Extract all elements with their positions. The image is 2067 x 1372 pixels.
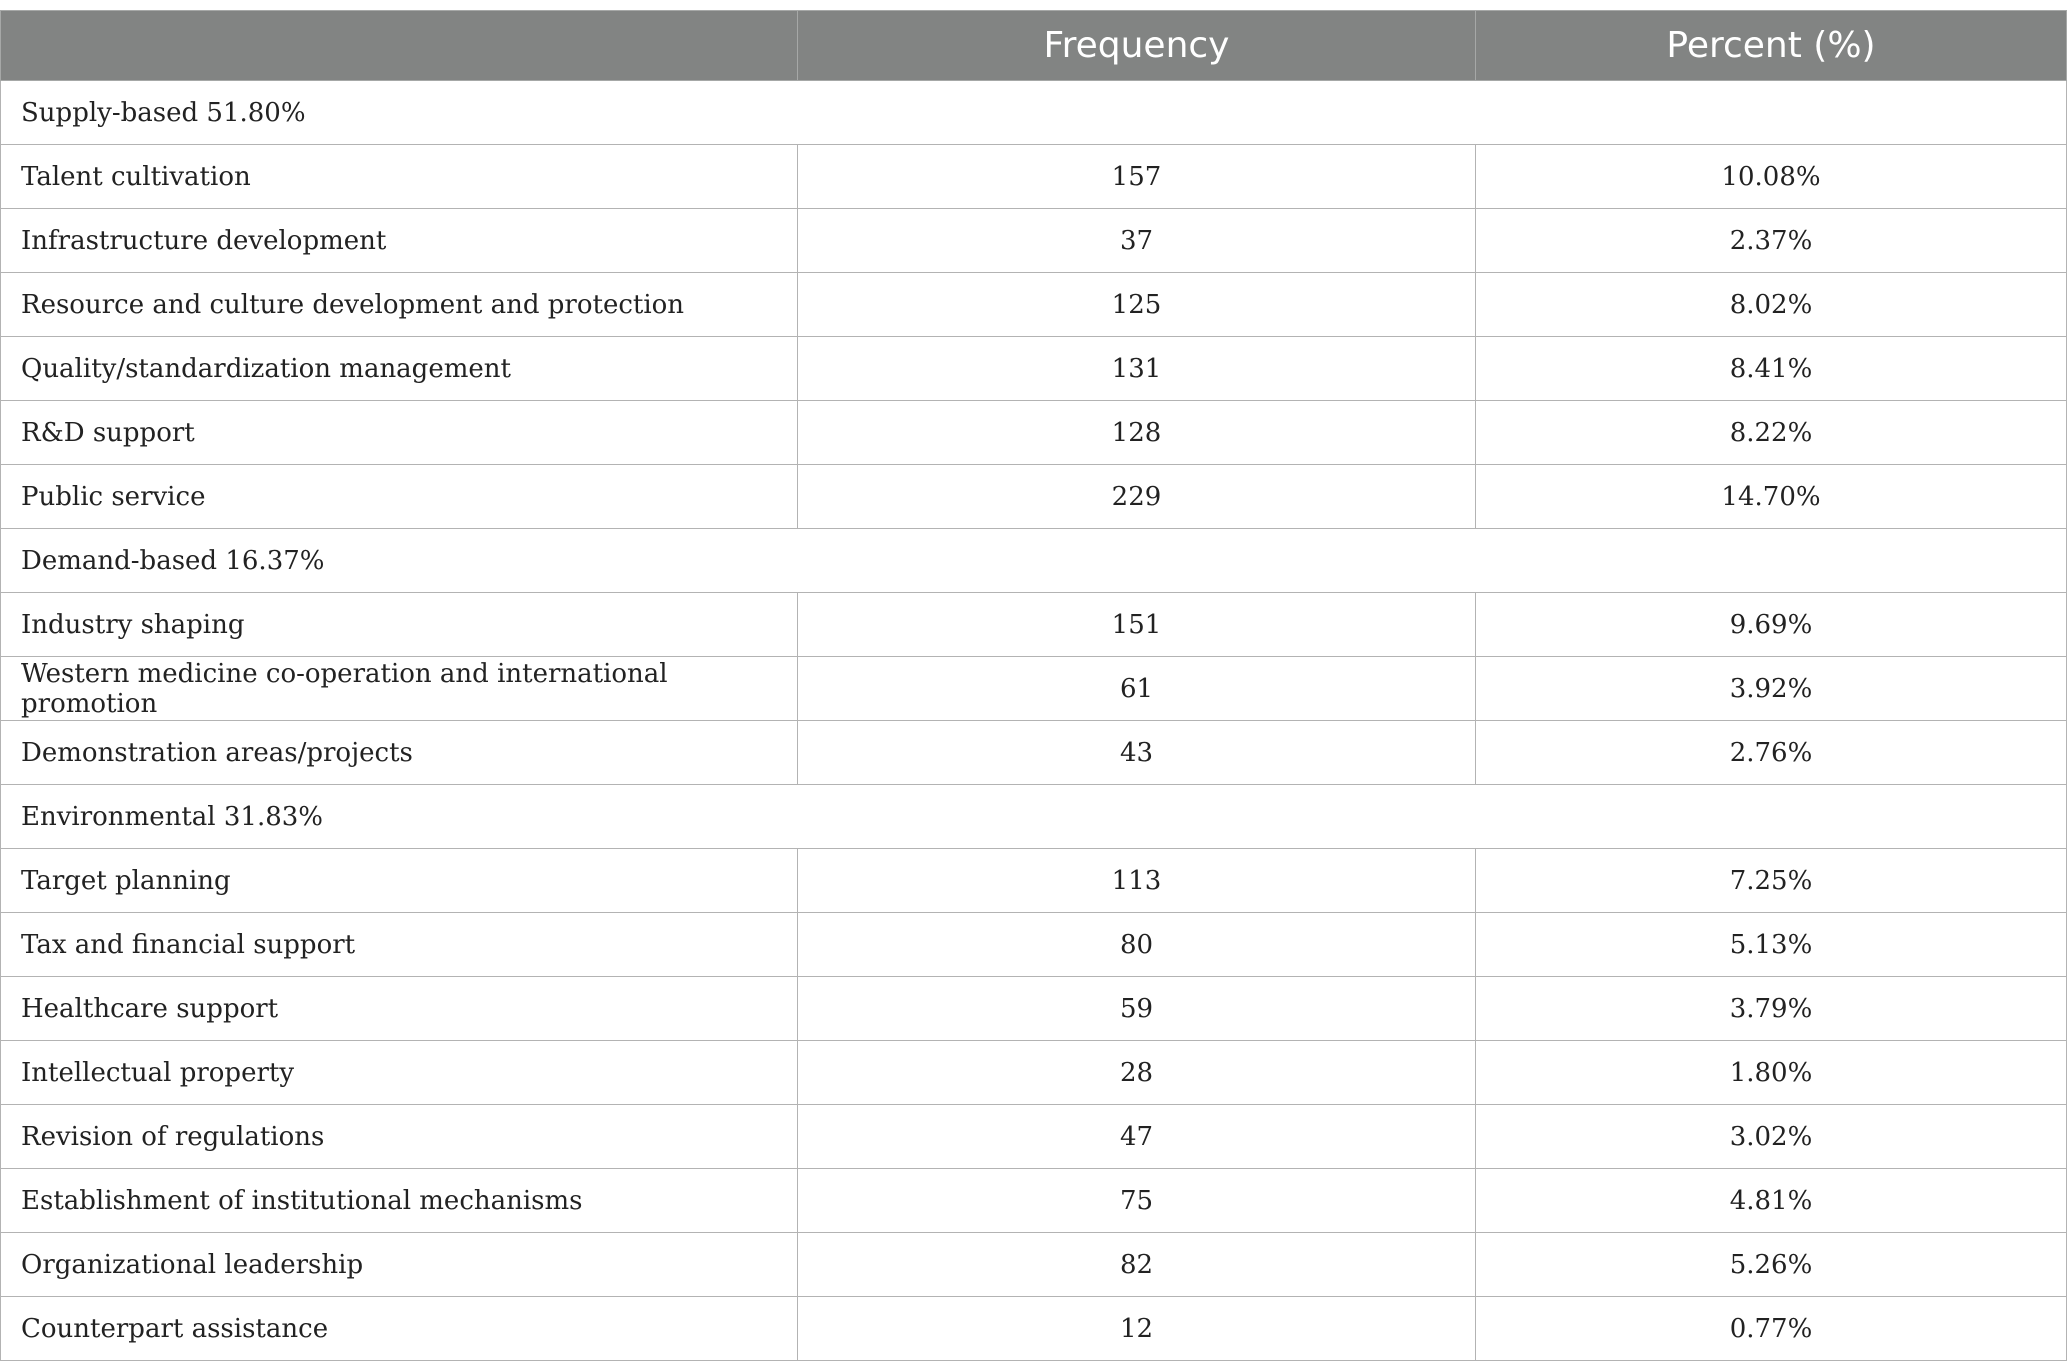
group-label: Environmental 31.83%	[1, 785, 2067, 849]
row-percent: 2.76%	[1476, 721, 2067, 785]
row-percent: 9.69%	[1476, 593, 2067, 657]
header-percent: Percent (%)	[1476, 11, 2067, 81]
row-frequency: 229	[798, 465, 1476, 529]
table-row	[1, 1233, 2067, 1297]
row-percent: 7.25%	[1476, 849, 2067, 913]
row-percent: 3.92%	[1476, 657, 2067, 721]
row-name: Counterpart assistance	[1, 1297, 798, 1361]
row-percent: 1.80%	[1476, 1041, 2067, 1105]
table-row	[1, 1297, 2067, 1361]
row-percent: 0.77%	[1476, 1297, 2067, 1361]
row-name: Intellectual property	[1, 1041, 798, 1105]
row-name: Tax and financial support	[1, 913, 798, 977]
row-percent: 2.37%	[1476, 209, 2067, 273]
row-name: Industry shaping	[1, 593, 798, 657]
row-frequency: 61	[798, 657, 1476, 721]
table-row	[1, 913, 2067, 977]
row-percent: 8.41%	[1476, 337, 2067, 401]
row-name: Establishment of institutional mechanisms	[1, 1169, 798, 1233]
row-name: Revision of regulations	[1, 1105, 798, 1169]
table-row	[1, 1169, 2067, 1233]
group-row	[1, 81, 2067, 145]
table-row	[1, 273, 2067, 337]
row-name: Resource and culture development and protection	[1, 273, 798, 337]
table-row	[1, 465, 2067, 529]
row-percent: 8.22%	[1476, 401, 2067, 465]
row-name: Target planning	[1, 849, 798, 913]
row-frequency: 37	[798, 209, 1476, 273]
row-frequency: 43	[798, 721, 1476, 785]
row-frequency: 12	[798, 1297, 1476, 1361]
row-frequency: 151	[798, 593, 1476, 657]
row-percent: 4.81%	[1476, 1169, 2067, 1233]
policy-tools-table-container	[0, 10, 2067, 1361]
row-percent: 14.70%	[1476, 465, 2067, 529]
group-label: Demand-based 16.37%	[1, 529, 2067, 593]
row-frequency: 157	[798, 145, 1476, 209]
row-frequency: 82	[798, 1233, 1476, 1297]
row-frequency: 47	[798, 1105, 1476, 1169]
table-row	[1, 337, 2067, 401]
table-row	[1, 1105, 2067, 1169]
row-name: Talent cultivation	[1, 145, 798, 209]
group-row	[1, 785, 2067, 849]
table-header	[1, 11, 2067, 81]
group-label: Supply-based 51.80%	[1, 81, 2067, 145]
header-category	[1, 11, 798, 81]
row-percent: 5.26%	[1476, 1233, 2067, 1297]
table-row	[1, 849, 2067, 913]
row-percent: 8.02%	[1476, 273, 2067, 337]
row-name: Public service	[1, 465, 798, 529]
row-name: Demonstration areas/projects	[1, 721, 798, 785]
table-row	[1, 401, 2067, 465]
row-percent: 3.02%	[1476, 1105, 2067, 1169]
table-row	[1, 721, 2067, 785]
row-frequency: 59	[798, 977, 1476, 1041]
row-name: Quality/standardization management	[1, 337, 798, 401]
row-frequency: 75	[798, 1169, 1476, 1233]
row-percent: 10.08%	[1476, 145, 2067, 209]
row-frequency: 28	[798, 1041, 1476, 1105]
row-name: R&D support	[1, 401, 798, 465]
row-frequency: 113	[798, 849, 1476, 913]
row-name: Organizational leadership	[1, 1233, 798, 1297]
policy-tools-table	[0, 10, 2067, 1361]
header-frequency: Frequency	[798, 11, 1476, 81]
table-row	[1, 1041, 2067, 1105]
header-row	[1, 11, 2067, 81]
table-row	[1, 209, 2067, 273]
row-percent: 3.79%	[1476, 977, 2067, 1041]
group-row	[1, 529, 2067, 593]
table-row	[1, 145, 2067, 209]
table-row	[1, 593, 2067, 657]
table-body	[1, 81, 2067, 1361]
row-percent: 5.13%	[1476, 913, 2067, 977]
row-frequency: 80	[798, 913, 1476, 977]
table-row	[1, 977, 2067, 1041]
table-row	[1, 657, 2067, 721]
row-frequency: 131	[798, 337, 1476, 401]
row-frequency: 125	[798, 273, 1476, 337]
row-name: Western medicine co-operation and international promotion	[1, 657, 798, 721]
row-frequency: 128	[798, 401, 1476, 465]
row-name: Infrastructure development	[1, 209, 798, 273]
row-name: Healthcare support	[1, 977, 798, 1041]
